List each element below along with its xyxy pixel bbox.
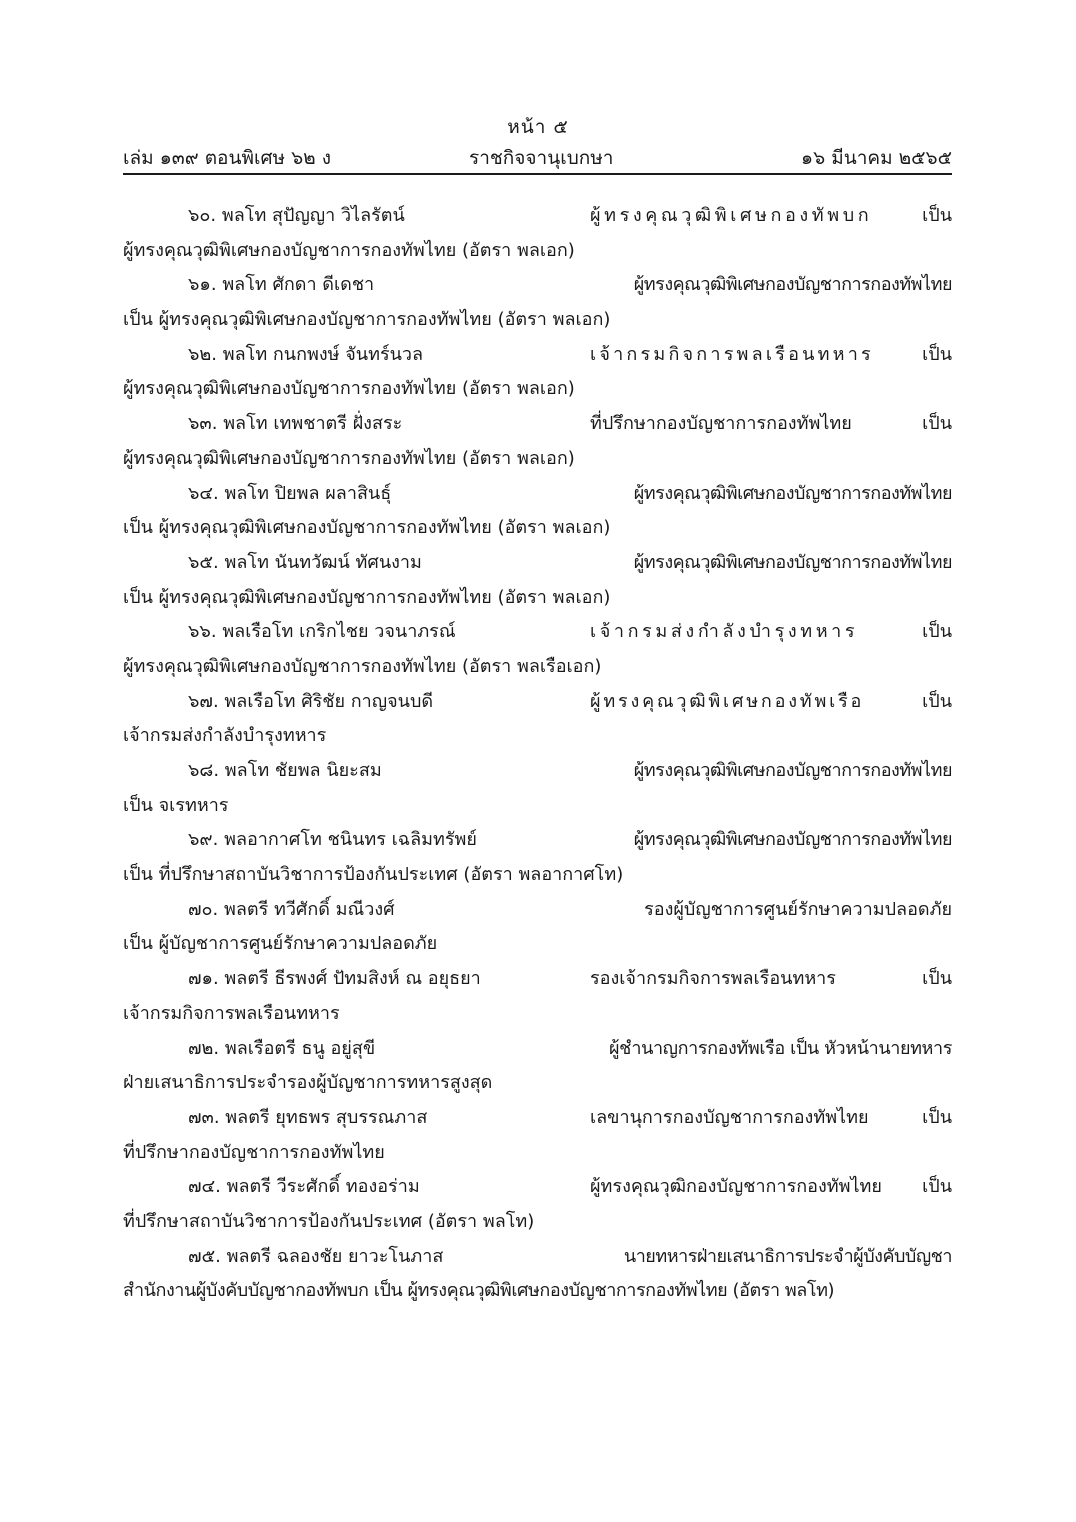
list-item <box>123 615 952 684</box>
new-position: ที่ปรึกษากองบัญชาการกองทัพไทย <box>123 1141 385 1163</box>
current-position: ผู้ทรงคุณวุฒิพิเศษกองทัพเรือ <box>590 690 865 712</box>
as-word: เป็น <box>922 205 952 226</box>
list-item <box>123 1101 952 1170</box>
current-position: ผู้ทรงคุณวุฒิพิเศษกองบัญชาการกองทัพไทย <box>633 551 952 573</box>
new-position: เป็น ผู้บัญชาการศูนย์รักษาความปลอดภัย <box>123 933 438 955</box>
entry-name: พลตรี ยุทธพร สุบรรณภาส <box>225 1106 428 1128</box>
new-position: เจ้ากรมส่งกำลังบำรุงทหาร <box>123 725 327 747</box>
current-position: นายทหารฝ่ายเสนาธิการประจำผู้บังคับบัญชา <box>623 1245 952 1267</box>
list-item <box>123 893 952 962</box>
publish-date: ๑๖ มีนาคม ๒๕๖๕ <box>801 147 952 169</box>
appointment-list <box>123 199 952 1309</box>
current-position: ผู้ทรงคุณวุฒิพิเศษกองทัพบก <box>590 205 873 226</box>
entry-number: ๖๒. <box>188 343 218 365</box>
header-rule <box>123 173 952 175</box>
entry-number: ๖๓. <box>188 413 218 435</box>
current-position: ผู้ทรงคุณวุฒิพิเศษกองบัญชาการกองทัพไทย <box>633 482 952 504</box>
as-word: เป็น <box>922 1176 952 1198</box>
entry-name: พลตรี ธีรพงศ์ ปัทมสิงห์ ณ อยุธยา <box>224 968 481 990</box>
entry-number: ๗๒. <box>188 1037 220 1059</box>
new-position: เป็น ที่ปรึกษาสถาบันวิชาการป้องกันประเทศ (อัตรา พลอากาศโท) <box>123 864 624 886</box>
gazette-header <box>123 143 952 171</box>
list-item <box>123 1032 952 1101</box>
new-position: ผู้ทรงคุณวุฒิพิเศษกองบัญชาการกองทัพไทย (อัตรา พลเรือเอก) <box>123 655 602 677</box>
current-position: ผู้ทรงคุณวุฒิกองบัญชาการกองทัพไทย <box>590 1176 882 1198</box>
list-item <box>123 962 952 1031</box>
entry-number: ๖๑. <box>188 274 217 296</box>
new-position: ที่ปรึกษาสถาบันวิชาการป้องกันประเทศ (อัตรา พลโท) <box>123 1210 535 1232</box>
current-position: ผู้ชำนาญการกองทัพเรือ เป็น หัวหน้านายทหาร <box>609 1037 952 1059</box>
list-item <box>123 754 952 823</box>
list-item <box>123 1240 952 1309</box>
as-word: เป็น <box>922 690 952 712</box>
new-position: เป็น ผู้ทรงคุณวุฒิพิเศษกองบัญชาการกองทัพไทย (อัตรา พลเอก) <box>123 517 611 539</box>
entry-name: พลโท กนกพงษ์ จันทร์นวล <box>222 343 424 365</box>
volume-issue: เล่ม ๑๓๙ ตอนพิเศษ ๖๒ ง <box>123 147 331 169</box>
current-position: รองเจ้ากรมกิจการพลเรือนทหาร <box>590 968 836 990</box>
new-position: ฝ่ายเสนาธิการประจำรองผู้บัญชาการทหารสูงสุด <box>123 1072 493 1094</box>
list-item <box>123 338 952 407</box>
entry-number: ๗๕. <box>188 1245 221 1267</box>
list-item <box>123 1170 952 1239</box>
entry-name: พลเรือตรี ธนู อยู่สุขี <box>224 1037 376 1059</box>
new-position: เป็น ผู้ทรงคุณวุฒิพิเศษกองบัญชาการกองทัพไทย (อัตรา พลเอก) <box>123 586 611 608</box>
page-number: หน้า ๕ <box>507 116 569 138</box>
current-position: เจ้ากรมกิจการพลเรือนทหาร <box>590 343 874 365</box>
entry-name: พลตรี ทวีศักดิ์ มณีวงศ์ <box>223 898 395 920</box>
entry-number: ๖๗. <box>188 690 219 712</box>
list-item <box>123 268 952 337</box>
current-position: รองผู้บัญชาการศูนย์รักษาความปลอดภัย <box>644 898 952 920</box>
entry-name: พลโท ศักดา ดีเดชา <box>222 274 375 296</box>
new-position: ผู้ทรงคุณวุฒิพิเศษกองบัญชาการกองทัพไทย (อัตรา พลเอก) <box>123 378 575 400</box>
entry-number: ๖๘. <box>188 760 220 781</box>
entry-name: พลเรือโท เกริกไชย วจนาภรณ์ <box>222 621 456 643</box>
list-item <box>123 685 952 754</box>
entry-number: ๖๙. <box>188 829 219 851</box>
as-word: เป็น <box>922 343 952 365</box>
entry-name: พลโท ชัยพล นิยะสม <box>224 760 382 781</box>
entry-name: พลโท เทพชาตรี ฝั่งสระ <box>223 413 403 435</box>
as-word: เป็น <box>922 413 952 435</box>
current-position: เจ้ากรมส่งกำลังบำรุงทหาร <box>590 621 859 643</box>
as-word: เป็น <box>922 968 952 990</box>
entry-name: พลโท ปิยพล ผลาสินธุ์ <box>224 482 392 504</box>
gazette-title: ราชกิจจานุเบกษา <box>469 147 614 169</box>
new-position: เป็น จเรทหาร <box>123 794 229 816</box>
entry-number: ๖๔. <box>188 482 219 504</box>
entry-name: พลตรี วีระศักดิ์ ทองอร่าม <box>226 1176 420 1198</box>
list-item <box>123 823 952 892</box>
list-item <box>123 407 952 476</box>
current-position: เลขานุการกองบัญชาการกองทัพไทย <box>590 1106 869 1128</box>
new-position: เจ้ากรมกิจการพลเรือนทหาร <box>123 1002 340 1024</box>
current-position: ผู้ทรงคุณวุฒิพิเศษกองบัญชาการกองทัพไทย <box>633 274 952 296</box>
entry-number: ๖๖. <box>188 621 217 643</box>
new-position: ผู้ทรงคุณวุฒิพิเศษกองบัญชาการกองทัพไทย (อัตรา พลเอก) <box>123 447 575 469</box>
list-item <box>123 199 952 268</box>
entry-name: พลตรี ฉลองชัย ยาวะโนภาส <box>226 1245 444 1267</box>
current-position: ผู้ทรงคุณวุฒิพิเศษกองบัญชาการกองทัพไทย <box>633 829 952 851</box>
as-word: เป็น <box>922 1106 952 1128</box>
entry-name: พลเรือโท ศิริชัย กาญจนบดี <box>224 690 434 712</box>
entry-number: ๗๔. <box>188 1176 221 1198</box>
entry-number: ๖๐. <box>188 205 217 226</box>
current-position: ผู้ทรงคุณวุฒิพิเศษกองบัญชาการกองทัพไทย <box>633 760 952 781</box>
entry-name: พลโท สุปัญญา วิไลรัตน์ <box>221 205 405 226</box>
current-position: ที่ปรึกษากองบัญชาการกองทัพไทย <box>590 413 852 435</box>
list-item <box>123 546 952 615</box>
entry-name: พลโท นันทวัฒน์ ทัศนงาม <box>224 551 422 573</box>
entry-number: ๗๐. <box>188 898 219 920</box>
entry-number: ๗๑. <box>188 968 219 990</box>
entry-number: ๗๓. <box>188 1106 220 1128</box>
new-position: ผู้ทรงคุณวุฒิพิเศษกองบัญชาการกองทัพไทย (อัตรา พลเอก) <box>123 239 575 261</box>
as-word: เป็น <box>922 621 952 643</box>
new-position: สำนักงานผู้บังคับบัญชากองทัพบก เป็น ผู้ทรงคุณวุฒิพิเศษกองบัญชาการกองทัพไทย (อัตรา พลโท) <box>123 1280 835 1302</box>
entry-number: ๖๕. <box>188 551 219 573</box>
list-item <box>123 477 952 546</box>
entry-name: พลอากาศโท ชนินทร เฉลิมทรัพย์ <box>224 829 477 851</box>
new-position: เป็น ผู้ทรงคุณวุฒิพิเศษกองบัญชาการกองทัพไทย (อัตรา พลเอก) <box>123 309 611 331</box>
